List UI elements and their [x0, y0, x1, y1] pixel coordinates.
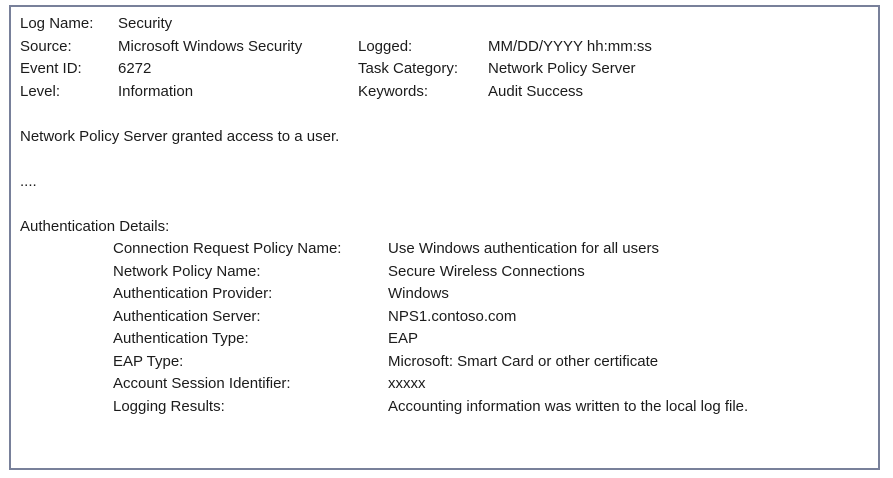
field-value-event-id: 6272	[118, 60, 152, 77]
detail-row	[20, 351, 872, 374]
detail-label: Network Policy Name:	[113, 262, 261, 280]
detail-value: xxxxx	[388, 375, 426, 392]
field-value-level: Information	[118, 82, 194, 100]
detail-value: Accounting information was written to the local log file.	[388, 397, 749, 415]
field-label-keywords: Keywords:	[358, 82, 429, 100]
field-label-task-category: Task Category:	[358, 60, 459, 77]
detail-label: Account Session Identifier:	[113, 375, 291, 392]
event-log-text	[11, 7, 878, 418]
detail-label: Authentication Server:	[113, 307, 261, 325]
detail-value: Use Windows authentication for all users	[388, 240, 659, 257]
detail-row	[20, 283, 872, 306]
detail-row	[20, 373, 872, 396]
field-value-logged: MM/DD/YYYY hh:mm:ss	[488, 37, 652, 55]
blank-line	[20, 148, 872, 171]
document-border	[9, 5, 880, 470]
detail-value: Windows	[388, 285, 449, 302]
detail-label: EAP Type:	[113, 352, 184, 370]
field-label-source: Source:	[20, 37, 72, 55]
detail-value: Secure Wireless Connections	[388, 262, 585, 280]
detail-row	[20, 238, 872, 261]
detail-label: Authentication Provider:	[113, 285, 273, 302]
field-label-log-name: Log Name:	[20, 15, 94, 32]
event-header-row	[20, 81, 872, 104]
field-value-log-name: Security	[118, 15, 173, 32]
authentication-details	[20, 238, 872, 418]
detail-label: Connection Request Policy Name:	[113, 240, 342, 257]
detail-row	[20, 306, 872, 329]
authentication-details-title: Authentication Details:	[20, 217, 170, 235]
field-label-logged: Logged:	[358, 37, 413, 55]
blank-line	[20, 193, 872, 216]
detail-row	[20, 328, 872, 351]
field-value-blank	[488, 13, 872, 36]
detail-label: Authentication Type:	[113, 330, 249, 347]
event-header-row	[20, 13, 872, 36]
field-value-source: Microsoft Windows Security	[118, 37, 303, 55]
field-value-keywords: Audit Success	[488, 82, 584, 100]
detail-value: Microsoft: Smart Card or other certificate	[388, 352, 659, 370]
field-label-event-id: Event ID:	[20, 60, 82, 77]
field-value-task-category: Network Policy Server	[488, 60, 636, 77]
event-header	[20, 13, 872, 103]
detail-value: EAP	[388, 330, 419, 347]
event-header-row	[20, 58, 872, 81]
truncation-dots: ....	[20, 172, 37, 190]
detail-label: Logging Results:	[113, 397, 225, 415]
blank-line	[20, 103, 872, 126]
event-header-row	[20, 36, 872, 59]
detail-row	[20, 396, 872, 419]
field-label-blank	[358, 13, 488, 36]
field-label-level: Level:	[20, 82, 61, 100]
detail-row	[20, 261, 872, 284]
event-description: Network Policy Server granted access to a user.	[20, 127, 340, 145]
detail-value: NPS1.contoso.com	[388, 307, 517, 325]
